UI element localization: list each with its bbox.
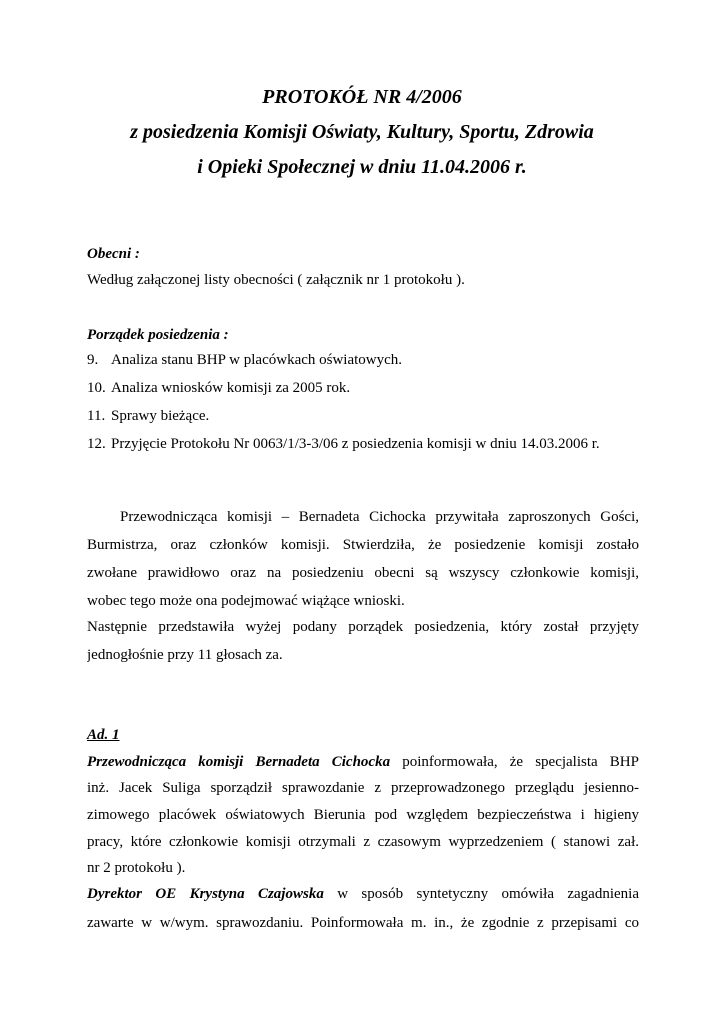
- ad1-line: zimowego placówek oświatowych Bierunia pod względem bezpieczeństwa i higieny: [87, 807, 639, 823]
- ad1-line: inż. Jacek Suliga sporządził sprawozdanie z przeprowadzonego przeglądu jesienno-: [87, 780, 639, 796]
- ad1-speaker-director: Dyrektor OE Krystyna Czajowska: [87, 886, 324, 902]
- intro-line: Burmistrza, oraz członków komisji. Stwierdziła, że posiedzenie komisji zostało: [87, 537, 639, 553]
- attendance-heading: Obecni :: [87, 246, 140, 262]
- agenda-item: [87, 350, 402, 370]
- agenda-item-text: Analiza wniosków komisji za 2005 rok.: [111, 380, 351, 396]
- protocol-subtitle-line-1: z posiedzenia Komisji Oświaty, Kultury, Sportu, Zdrowia: [130, 121, 594, 143]
- agenda-item-text: Analiza stanu BHP w placówkach oświatowych.: [111, 352, 403, 368]
- protocol-title: PROTOKÓŁ NR 4/2006: [262, 86, 462, 108]
- intro-line: Następnie przedstawiła wyżej podany porządek posiedzenia, który został przyjęty: [87, 619, 639, 635]
- agenda-item-text: Przyjęcie Protokołu Nr 0063/1/3-3/06 z posiedzenia komisji w dniu 14.03.2006 r.: [111, 436, 600, 452]
- agenda-item: [87, 434, 600, 454]
- ad1-line-rest: poinformowała, że specjalista BHP: [390, 754, 639, 770]
- ad1-line: nr 2 protokołu ).: [87, 860, 186, 876]
- agenda-item-text: Sprawy bieżące.: [111, 408, 210, 424]
- agenda-item-number: 10.: [87, 380, 106, 396]
- ad1-line: [87, 884, 639, 904]
- agenda-item: [87, 406, 209, 426]
- ad1-line: pracy, które członkowie komisji otrzymali z czasowym wyprzedzeniem ( stanowi zał.: [87, 834, 639, 850]
- intro-line: zwołane prawidłowo oraz na posiedzeniu obecni są wszyscy członkowie komisji,: [87, 565, 639, 581]
- ad1-line: [87, 752, 639, 772]
- agenda-item-number: 11.: [87, 408, 106, 424]
- agenda-item-number: 9.: [87, 352, 99, 368]
- ad1-line-rest: w sposób syntetyczny omówiła zagadnienia: [323, 886, 639, 902]
- agenda-heading: Porządek posiedzenia :: [87, 327, 229, 343]
- ad1-speaker-chair: Przewodnicząca komisji Bernadeta Cichocka: [87, 754, 391, 770]
- intro-line: wobec tego może ona podejmować wiążące wnioski.: [87, 593, 405, 609]
- ad1-heading: Ad. 1: [87, 727, 120, 743]
- intro-line: Przewodnicząca komisji – Bernadeta Cichocka przywitała zaproszonych Gości,: [120, 509, 639, 525]
- intro-line: jednogłośnie przy 11 głosach za.: [87, 647, 283, 663]
- attendance-text: Według załączonej listy obecności ( załącznik nr 1 protokołu ).: [87, 272, 465, 288]
- agenda-item: [87, 378, 350, 398]
- agenda-item-number: 12.: [87, 436, 106, 452]
- protocol-subtitle-line-2: i Opieki Społecznej w dniu 11.04.2006 r.: [197, 156, 527, 178]
- ad1-line: zawarte w w/wym. sprawozdaniu. Poinformowała m. in., że zgodnie z przepisami co: [87, 915, 639, 931]
